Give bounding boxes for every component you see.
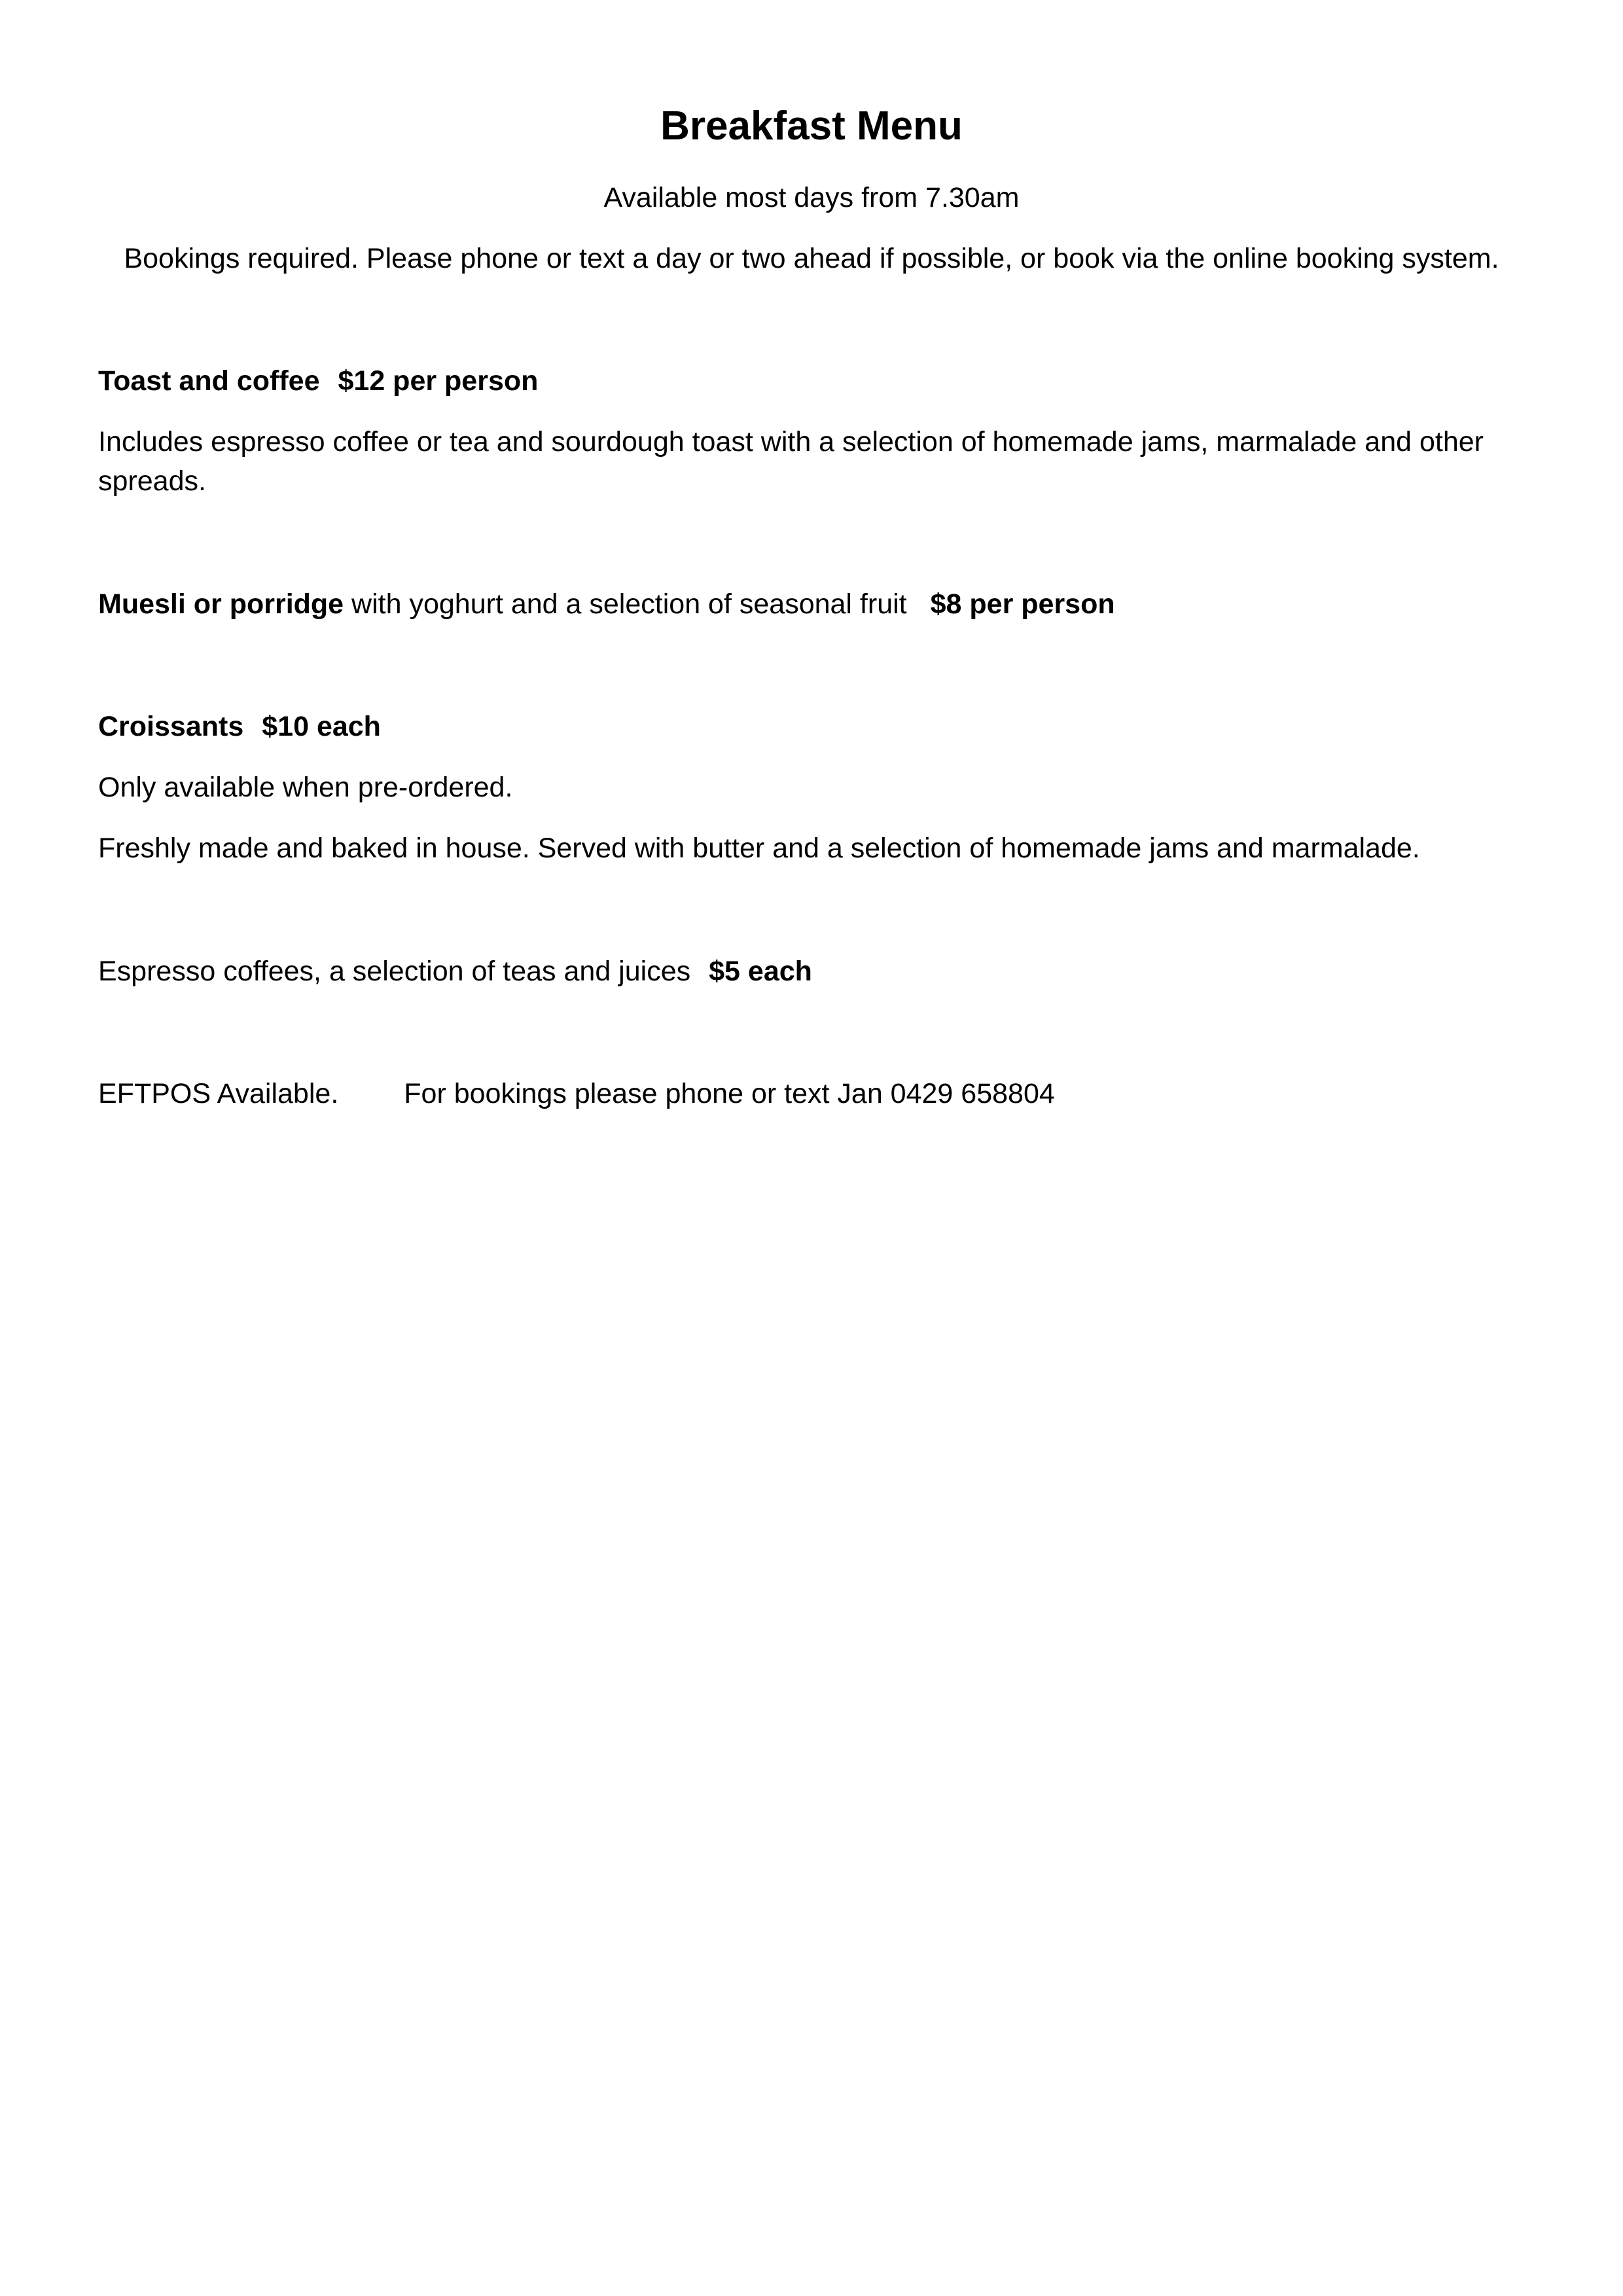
muesli-price: $8 per person xyxy=(930,588,1115,620)
contact-text: For bookings please phone or text Jan 0429 658804 xyxy=(404,1078,1055,1109)
eftpos-text: EFTPOS Available. xyxy=(98,1078,339,1109)
page-title: Breakfast Menu xyxy=(660,103,963,149)
croissants-price: $10 each xyxy=(262,711,381,742)
footer-line xyxy=(98,1074,1525,1113)
availability-text: Available most days from 7.30am xyxy=(603,182,1020,213)
muesli-line xyxy=(98,584,1525,624)
toast-price: $12 per person xyxy=(338,365,539,397)
croissants-description: Freshly made and baked in house. Served with butter and a selection of homemade jams and marmalade. xyxy=(98,833,1420,864)
bookings-note: Bookings required. Please phone or text a day or two ahead if possible, or book via the online booking system. xyxy=(124,243,1499,274)
croissants-note: Only available when pre-ordered. xyxy=(98,772,513,803)
drinks-price: $5 each xyxy=(709,956,812,987)
muesli-name: Muesli or porridge xyxy=(98,588,344,620)
toast-description: Includes espresso coffee or tea and sourdough toast with a selection of homemade jams, marmalade and other spreads. xyxy=(98,426,1484,497)
drinks-line xyxy=(98,952,1525,991)
drinks-description: Espresso coffees, a selection of teas and juices xyxy=(98,956,691,987)
croissants-name: Croissants xyxy=(98,711,244,742)
toast-name: Toast and coffee xyxy=(98,365,320,397)
muesli-description: with yoghurt and a selection of seasonal fruit xyxy=(344,588,907,620)
croissants-heading xyxy=(98,707,1525,746)
toast-heading xyxy=(98,361,1525,401)
